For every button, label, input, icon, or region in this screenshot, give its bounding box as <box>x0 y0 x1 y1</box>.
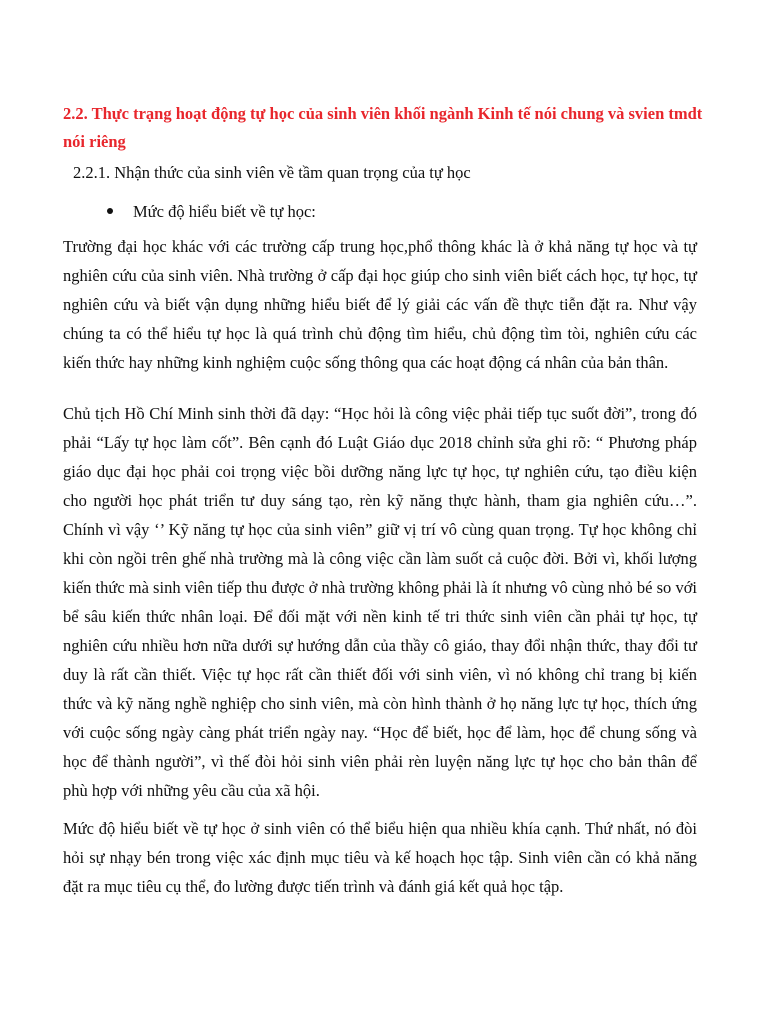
paragraph-2: Chủ tịch Hồ Chí Minh sinh thời đã dạy: “Học hỏi là công việc phải tiếp tục suốt đời”, trong đó phải “Lấy tự học làm cốt”. Bên cạnh đó Luật Giáo dục 2018 chỉnh sửa ghi rõ: “ Phương pháp giáo dục đại học phải coi trọng việc bồi dưỡng năng lực tự học, tự nghiên cứu, tạo điều kiện cho người học phát triển tư duy sáng tạo, rèn kỹ năng thực hành, tham gia nghiên cứu…”. Chính vì vậy ‘’ Kỹ năng tự học của sinh viên” giữ vị trí vô cùng quan trọng. Tự học không chỉ khi còn ngồi trên ghế nhà trường mà là công việc cần làm suốt cả cuộc đời. Bởi vì, khối lượng kiến thức mà sinh viên tiếp thu được ở nhà trường không phải là ít nhưng vô cùng nhỏ bé so với bể sâu kiến thức nhân loại. Để đối mặt với nền kinh tế tri thức sinh viên cần phải tự học, tự nghiên cứu nhiều hơn nữa dưới sự hướng dẫn của thầy cô giáo, thay đổi nhận thức, thay đổi tư duy là rất cần thiết. Việc tự học rất cần thiết đối với sinh viên, vì nó không chỉ trang bị kiến thức và kỹ năng nghề nghiệp cho sinh viên, mà còn hình thành ở họ năng lực tự học, thích ứng với cuộc sống ngày càng phát triển ngày nay. “Học để biết, học để làm, học để chung sống và học để thành người”, vì thế đòi hỏi sinh viên phải rèn luyện năng lực tự học cho bản thân để phù hợp với những yêu cầu của xã hội. <box>63 404 697 800</box>
paragraph-3: Mức độ hiểu biết về tự học ở sinh viên có thể biểu hiện qua nhiều khía cạnh. Thứ nhất, nó đòi hỏi sự nhạy bén trong việc xác định mục tiêu và kế hoạch học tập. Sinh viên cần có khả năng đặt ra mục tiêu cụ thể, đo lường được tiến trình và đánh giá kết quả học tập. <box>63 819 697 896</box>
bullet-item <box>107 199 707 225</box>
subsection-heading: 2.2.1. Nhận thức của sinh viên về tầm quan trọng của tự học <box>73 163 471 182</box>
bullet-dot-icon <box>107 208 113 214</box>
section-heading: 2.2. Thực trạng hoạt động tự học của sinh viên khối ngành Kinh tế nói chung và svien tmdt nói riêng <box>63 104 703 151</box>
paragraph-1: Trường đại học khác với các trường cấp trung học,phổ thông khác là ở khả năng tự học và tự nghiên cứu của sinh viên. Nhà trường ở cấp đại học giúp cho sinh viên biết cách học, tự học, tự nghiên cứu và biết vận dụng những hiểu biết để lý giải các vấn đề thực tiễn đặt ra. Như vậy chúng ta có thể hiểu tự học là quá trình chủ động tìm hiểu, chủ động tìm tòi, nghiên cứu các kiến thức hay những kinh nghiệm cuộc sống thông qua các hoạt động cá nhân của bản thân. <box>63 237 697 372</box>
bullet-text: Mức độ hiểu biết về tự học: <box>133 202 316 221</box>
